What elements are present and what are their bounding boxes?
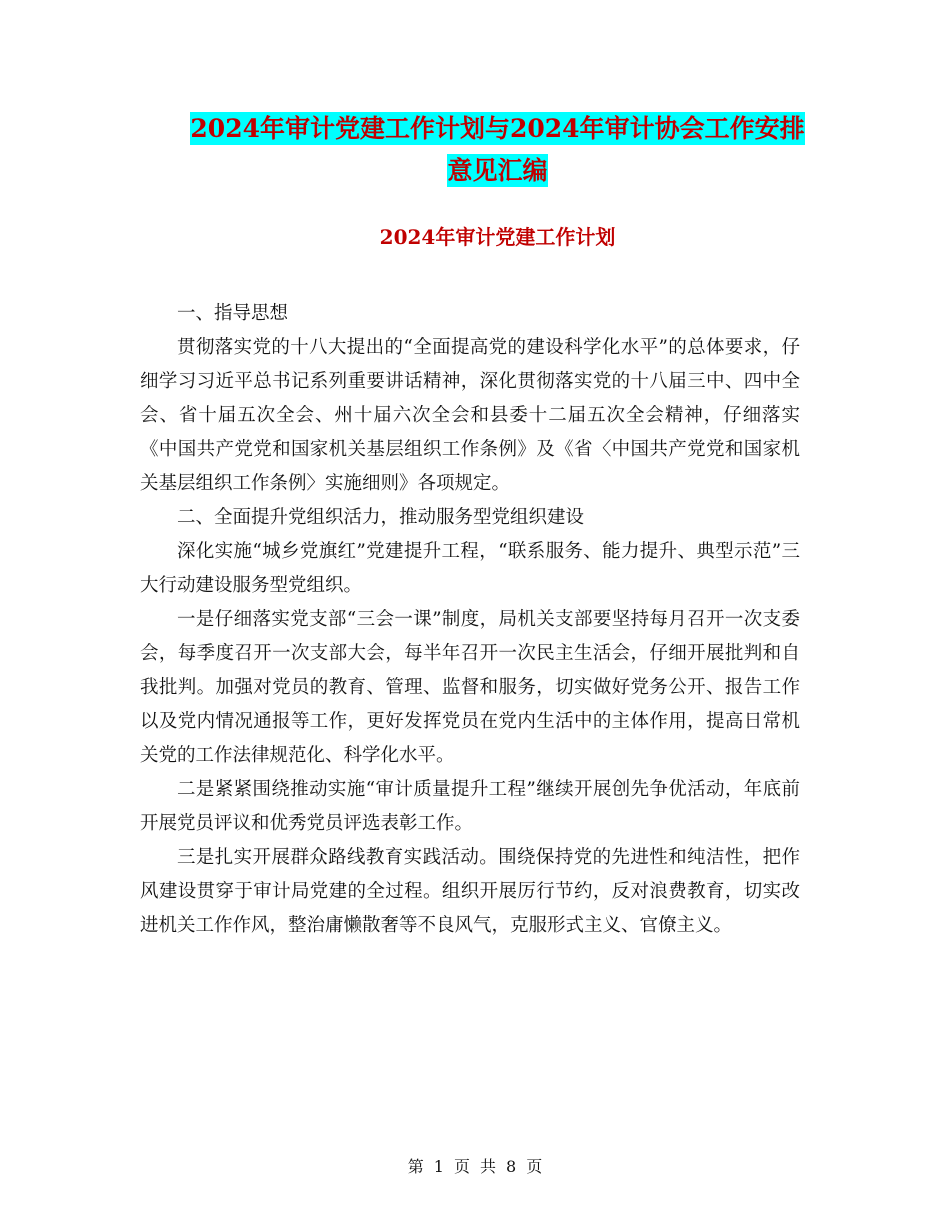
document-body — [140, 297, 800, 943]
document-title-line-2: 意见汇编 — [447, 156, 548, 185]
heading-guiding-ideology: 一、指导思想 — [177, 303, 289, 324]
footer-total-pages: 8 — [506, 1157, 517, 1176]
paragraph: 贯彻落实党的十八大提出的“全面提高党的建设科学化水平”的总体要求，仔细学习习近平总书记系列重要讲话精神，深化贯彻落实党的十八届三中、四中全会、省十届五次全会、州十届六次全会和县委十二届五次全会精神，仔细落实《中国共产党党和国家机关基层组织工作条例》及《省〈中国共产党党和国家机关基层组织工作条例〉实施细则》各项规定。 — [140, 337, 800, 494]
footer-page-number: 1 — [433, 1157, 444, 1176]
footer-total-word: 页 — [526, 1157, 543, 1176]
heading-party-organization: 二、全面提升党组织活力，推动服务型党组织建设 — [177, 507, 585, 528]
document-title-line-1: 2024年审计党建工作计划与2024年审计协会工作安排 — [190, 114, 805, 143]
footer-page-prefix: 第 — [407, 1157, 424, 1176]
paragraph: 深化实施“城乡党旗红”党建提升工程，“联系服务、能力提升、典型示范”三大行动建设服务型党组织。 — [140, 541, 800, 596]
paragraph: 二是紧紧围绕推动实施“审计质量提升工程”继续开展创先争优活动，年底前开展党员评议和优秀党员评选表彰工作。 — [140, 779, 800, 834]
page-footer — [0, 1155, 950, 1179]
document-title — [140, 108, 855, 192]
paragraph: 三是扎实开展群众路线教育实践活动。围绕保持党的先进性和纯洁性，把作风建设贯穿于审计局党建的全过程。组织开展厉行节约，反对浪费教育，切实改进机关工作作风，整治庸懒散奢等不良风气，克服形式主义、官僚主义。 — [140, 847, 800, 936]
section-title: 2024年审计党建工作计划 — [379, 225, 616, 249]
footer-page-word: 页 — [453, 1157, 470, 1176]
paragraph: 一是仔细落实党支部“三会一课”制度，局机关支部要坚持每月召开一次支委会，每季度召开一次支部大会，每半年召开一次民主生活会，仔细开展批判和自我批判。加强对党员的教育、管理、监督和服务，切实做好党务公开、报告工作以及党内情况通报等工作，更好发挥党员在党内生活中的主体作用，提高日常机关党的工作法律规范化、科学化水平。 — [140, 609, 800, 766]
footer-total-prefix: 共 — [480, 1157, 497, 1176]
